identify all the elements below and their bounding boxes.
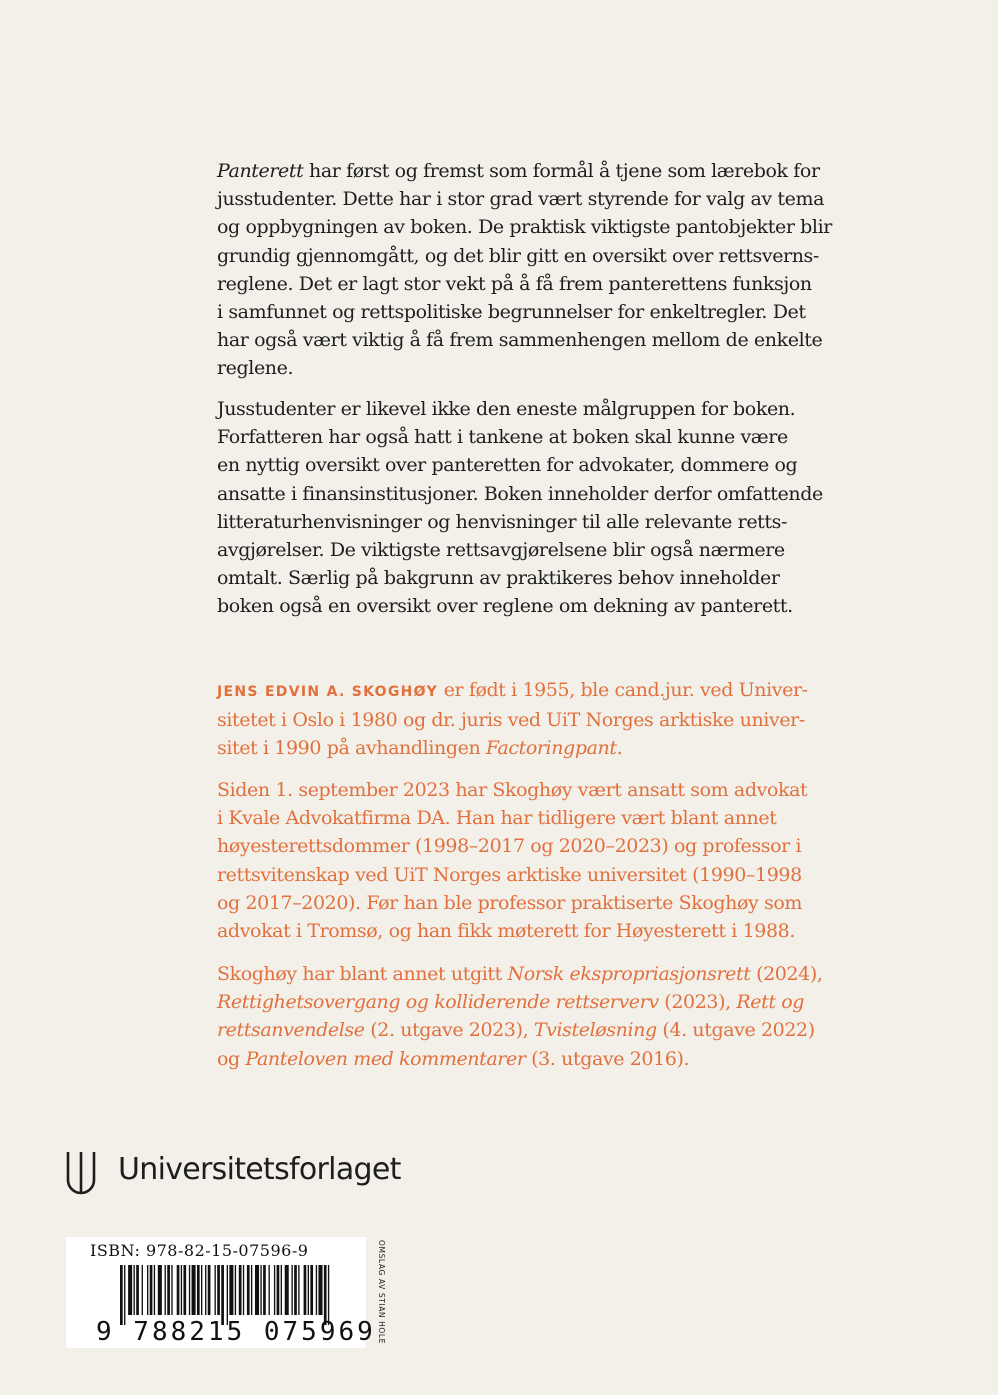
barcode-bar — [308, 1265, 309, 1315]
barcode-bar — [171, 1265, 172, 1315]
barcode-bar — [243, 1265, 244, 1315]
barcode-bar — [165, 1265, 166, 1315]
barcode-bar — [251, 1265, 252, 1315]
description-line: avgjørelser. De viktigste rettsavgjørelsene blir også nærmere — [217, 539, 785, 562]
barcode-bar — [316, 1265, 317, 1315]
bio-line: Rettighetsovergang og kolliderende rettserverv (2023), Rett og — [217, 991, 805, 1014]
barcode-bar — [277, 1265, 280, 1315]
author-name: JENS EDVIN A. SKOGHØY — [217, 684, 439, 700]
bio-line: og 2017–2020). Før han ble professor praktiserte Skoghøy som — [217, 891, 803, 914]
description-line: jusstudenter. Dette har i stor grad vært styrende for valg av tema — [217, 188, 824, 211]
bio-line: JENS EDVIN A. SKOGHØY er født i 1955, ble cand.jur. ved Univer- — [217, 679, 808, 701]
description-line: boken også en oversikt over reglene om dekning av panterett. — [217, 595, 793, 618]
barcode-bar — [192, 1265, 196, 1315]
barcode-bar — [189, 1265, 190, 1315]
bio-line: advokat i Tromsø, og han fikk møterett for Høyesterett i 1988. — [217, 920, 795, 943]
description-line: litteraturhenvisninger og henvisninger til alle relevante retts- — [217, 510, 788, 533]
barcode-bar — [239, 1265, 242, 1315]
description-line: ansatte i finansinstitusjoner. Boken inneholder derfor omfattende — [217, 482, 823, 505]
barcode-bar — [260, 1265, 261, 1315]
description-paragraph-2 — [217, 395, 877, 621]
barcode-bar — [181, 1265, 182, 1315]
barcode-bar — [183, 1265, 186, 1315]
author-bio-paragraph-1 — [217, 676, 877, 763]
barcode-bar — [142, 1265, 143, 1315]
description-line: Jusstudenter er likevel ikke den eneste målgruppen for boken. — [217, 398, 796, 420]
barcode-bar — [294, 1265, 297, 1315]
barcode-bar — [128, 1265, 132, 1315]
barcode-bar — [304, 1265, 307, 1315]
description-line: Panterett har først og fremst som formål å tjene som lærebok for — [217, 160, 820, 182]
barcode-bar — [235, 1265, 236, 1315]
barcode-label — [66, 1237, 376, 1348]
cover-credit: OMSLAG AV STIAN HOLE — [377, 1240, 386, 1344]
barcode-bar — [177, 1265, 180, 1315]
barcode-bar — [269, 1265, 270, 1315]
bio-line: i Kvale Advokatfirma DA. Han har tidligere vært blant annet — [217, 807, 777, 830]
barcode-bar — [328, 1265, 329, 1325]
barcode-bar — [205, 1265, 206, 1315]
barcode-bar — [274, 1265, 275, 1315]
barcode-bar — [215, 1265, 216, 1315]
description-line: Forfatteren har også hatt i tankene at boken skal kunne være — [217, 426, 788, 449]
ean-digits: 9 788215 075969 — [96, 1317, 376, 1347]
barcode-bar — [263, 1265, 266, 1315]
bio-line: Skoghøy har blant annet utgitt Norsk ekspropriasjonsrett (2024), — [217, 963, 823, 985]
barcode-bar — [217, 1265, 220, 1315]
description-line: har også vært viktig å få frem sammenhengen mellom de enkelte — [217, 329, 823, 352]
barcode-bar — [298, 1265, 299, 1315]
barcode-bar — [120, 1265, 123, 1325]
barcode-bar — [318, 1265, 322, 1315]
description-line: omtalt. Særlig på bakgrunn av praktikeres behov inneholder — [217, 567, 780, 590]
description-line: reglene. Det er lagt stor vekt på å få frem panterettens funksjon — [217, 272, 812, 295]
isbn-number: ISBN: 978-82-15-07596-9 — [90, 1241, 309, 1260]
barcode-bar — [167, 1265, 170, 1315]
barcode-bar — [291, 1265, 292, 1315]
publisher-name: Universitetsforlaget — [118, 1152, 401, 1187]
barcode-bar — [154, 1265, 155, 1315]
description-line: en nyttig oversikt over panteretten for advokater, dommere og — [217, 454, 798, 477]
barcode-bar — [310, 1265, 313, 1315]
barcode-bar — [136, 1265, 139, 1315]
bio-line: sitetet i Oslo i 1980 og dr. juris ved UiT Norges arktiske univer- — [217, 709, 805, 732]
barcode-bar — [150, 1265, 153, 1315]
barcode-bar — [281, 1265, 282, 1315]
u-logo-icon — [66, 1150, 96, 1196]
barcode-bar — [229, 1265, 233, 1315]
author-bio-paragraph-2 — [217, 776, 877, 945]
bio-line: og Panteloven med kommentarer (3. utgave 2016). — [217, 1047, 690, 1070]
barcode-bar — [147, 1265, 148, 1315]
description-line: reglene. — [217, 357, 294, 380]
bio-line: sitet i 1990 på avhandlingen Factoringpant. — [217, 737, 623, 760]
barcode-bar — [124, 1265, 125, 1325]
book-title-italic: Panterett — [217, 160, 304, 182]
description-line: og oppbygningen av boken. De praktisk viktigste pantobjekter blir — [217, 216, 832, 239]
barcode-bar — [227, 1265, 228, 1325]
barcode-bar — [221, 1265, 224, 1325]
bio-line: høyesterettsdommer (1998–2017 og 2020–2023) og professor i — [217, 835, 802, 858]
barcode-bar — [158, 1265, 162, 1315]
barcode-bar — [134, 1265, 135, 1315]
barcode-bar — [247, 1265, 250, 1315]
bio-line: rettsanvendelse (2. utgave 2023), Tvisteløsning (4. utgave 2022) — [217, 1019, 815, 1042]
description-paragraph-1 — [217, 157, 877, 383]
barcode-bar — [201, 1265, 202, 1315]
barcode-bar — [285, 1265, 289, 1315]
description-line: i samfunnet og rettspolitiske begrunnelser for enkeltregler. Det — [217, 301, 806, 324]
author-bio-paragraph-3 — [217, 960, 877, 1073]
bio-line: Siden 1. september 2023 har Skoghøy vært ansatt som advokat — [217, 779, 808, 801]
barcode-bar — [208, 1265, 211, 1315]
bio-line: rettsvitenskap ved UiT Norges arktiske universitet (1990–1998 — [217, 863, 802, 886]
description-line: grundig gjennomgått, og det blir gitt en oversikt over rettsverns- — [217, 244, 819, 267]
barcode-bar — [197, 1265, 200, 1315]
barcode-bar — [324, 1265, 327, 1325]
barcode-bar — [255, 1265, 259, 1315]
